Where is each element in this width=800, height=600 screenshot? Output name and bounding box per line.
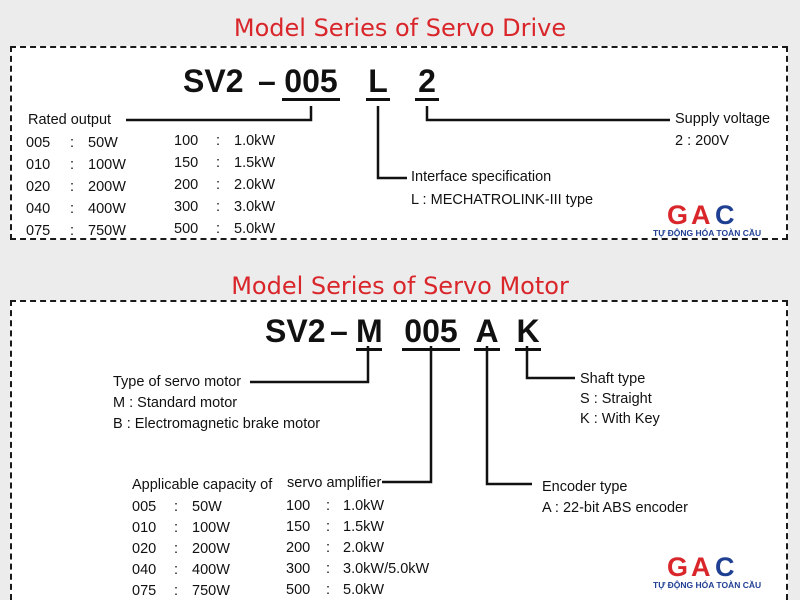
- drive-section-title: Model Series of Servo Drive: [233, 14, 567, 42]
- encoder-type-value: A : 22-bit ABS encoder: [542, 500, 688, 516]
- rated-code: 010: [26, 157, 51, 173]
- rated-value: 3.0kW: [234, 199, 276, 215]
- svg-text:A: A: [691, 552, 711, 580]
- capacity-sep: :: [326, 519, 331, 535]
- rated-value: 2.0kW: [234, 177, 276, 193]
- rated-sep: :: [70, 157, 75, 173]
- capacity-code: 005: [132, 499, 157, 515]
- svg-text:A: A: [691, 200, 711, 228]
- capacity-sep: :: [326, 582, 331, 598]
- rated-code: 040: [26, 201, 51, 217]
- rated-value: 750W: [88, 223, 126, 239]
- capacity-sep: :: [174, 541, 179, 557]
- capacity-code: 100: [286, 498, 311, 514]
- capacity-sep: :: [174, 499, 179, 515]
- rated-sep: :: [216, 221, 221, 237]
- interface-value: L : MECHATROLINK-III type: [411, 192, 594, 208]
- drive-model-prefix: SV2: [183, 63, 244, 99]
- motor-type-item: B : Electromagnetic brake motor: [113, 416, 321, 432]
- rated-code: 150: [174, 155, 199, 171]
- capacity-sep: :: [174, 520, 179, 536]
- motor-type-item: M : Standard motor: [113, 395, 238, 411]
- rated-output-label: Rated output: [28, 112, 112, 128]
- capacity-code: 200: [286, 540, 311, 556]
- capacity-sep: :: [174, 583, 179, 599]
- motor-type-label: Type of servo motor: [113, 374, 242, 390]
- motor-model-prefix: SV2: [265, 313, 326, 349]
- motor-section-title: Model Series of Servo Motor: [231, 272, 569, 300]
- motor-diagram-panel: [10, 300, 788, 600]
- motor-model-dash: –: [330, 313, 348, 349]
- capacity-code: 010: [132, 520, 157, 536]
- rated-code: 005: [26, 135, 51, 151]
- drive-segment-voltage: 2: [415, 65, 439, 101]
- gac-logo-tagline: TỰ ĐỘNG HÓA TOÀN CẦU: [653, 580, 762, 590]
- interface-label: Interface specification: [411, 169, 552, 185]
- motor-segment-capacity: 005: [402, 315, 460, 351]
- encoder-type-label: Encoder type: [542, 479, 628, 495]
- capacity-value: 3.0kW/5.0kW: [343, 561, 430, 577]
- rated-sep: :: [70, 179, 75, 195]
- shaft-type-label: Shaft type: [580, 371, 646, 387]
- rated-code: 020: [26, 179, 51, 195]
- gac-logo: [649, 552, 769, 592]
- capacity-sep: :: [326, 540, 331, 556]
- rated-value: 5.0kW: [234, 221, 276, 237]
- shaft-type-item: K : With Key: [580, 411, 660, 427]
- rated-sep: :: [216, 199, 221, 215]
- gac-logo: [649, 200, 769, 240]
- capacity-value: 200W: [192, 541, 230, 557]
- drive-diagram-panel: [10, 46, 788, 240]
- capacity-value: 750W: [192, 583, 230, 599]
- gac-logo-mark: [649, 552, 769, 580]
- svg-text:G: G: [667, 200, 689, 228]
- capacity-label-amplifier: servo amplifier: [287, 475, 382, 491]
- svg-text:C: C: [715, 552, 735, 580]
- capacity-code: 020: [132, 541, 157, 557]
- capacity-sep: :: [326, 498, 331, 514]
- rated-code: 200: [174, 177, 199, 193]
- drive-segment-interface: L: [366, 65, 390, 101]
- capacity-code: 150: [286, 519, 311, 535]
- capacity-code: 040: [132, 562, 157, 578]
- capacity-code: 300: [286, 561, 311, 577]
- motor-segment-encoder: A: [475, 313, 499, 349]
- capacity-value: 1.0kW: [343, 498, 385, 514]
- rated-sep: :: [216, 133, 221, 149]
- capacity-value: 50W: [192, 499, 222, 515]
- gac-logo-tagline: TỰ ĐỘNG HÓA TOÀN CẦU: [653, 228, 762, 238]
- rated-value: 1.0kW: [234, 133, 276, 149]
- rated-sep: :: [70, 223, 75, 239]
- rated-code: 300: [174, 199, 199, 215]
- capacity-code: 500: [286, 582, 311, 598]
- supply-voltage-label: Supply voltage: [675, 111, 771, 127]
- rated-value: 50W: [88, 135, 118, 151]
- capacity-sep: :: [326, 561, 331, 577]
- capacity-label: Applicable capacity of: [132, 477, 273, 493]
- svg-text:C: C: [715, 200, 735, 228]
- capacity-value: 100W: [192, 520, 230, 536]
- svg-text:G: G: [667, 552, 689, 580]
- rated-value: 400W: [88, 201, 126, 217]
- capacity-value: 2.0kW: [343, 540, 385, 556]
- shaft-type-item: S : Straight: [580, 391, 652, 407]
- capacity-value: 400W: [192, 562, 230, 578]
- rated-value: 100W: [88, 157, 126, 173]
- rated-code: 500: [174, 221, 199, 237]
- capacity-sep: :: [174, 562, 179, 578]
- capacity-value: 5.0kW: [343, 582, 385, 598]
- rated-sep: :: [70, 201, 75, 217]
- gac-logo-mark: [649, 200, 769, 228]
- rated-sep: :: [216, 155, 221, 171]
- rated-sep: :: [70, 135, 75, 151]
- drive-segment-capacity: 005: [282, 65, 340, 101]
- motor-segment-type: M: [356, 313, 383, 349]
- motor-segment-shaft: K: [516, 313, 540, 349]
- capacity-code: 075: [132, 583, 157, 599]
- rated-value: 200W: [88, 179, 126, 195]
- drive-model-dash: –: [258, 63, 276, 99]
- rated-code: 100: [174, 133, 199, 149]
- rated-value: 1.5kW: [234, 155, 276, 171]
- supply-voltage-value: 2 : 200V: [675, 133, 730, 149]
- rated-code: 075: [26, 223, 51, 239]
- rated-sep: :: [216, 177, 221, 193]
- capacity-value: 1.5kW: [343, 519, 385, 535]
